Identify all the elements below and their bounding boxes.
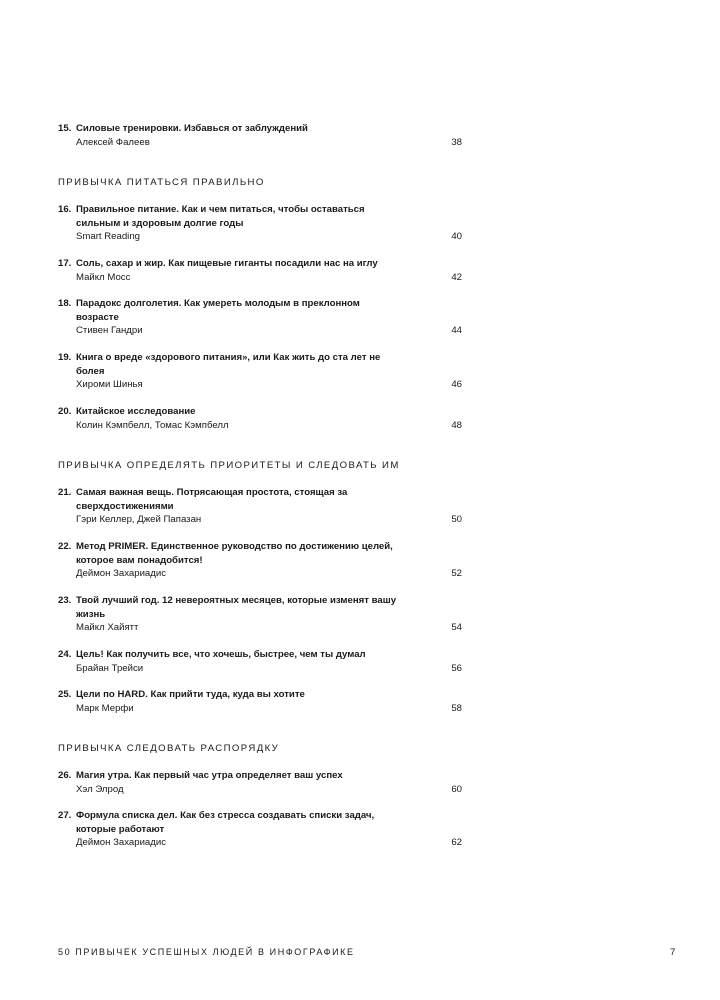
entry-title: Формула списка дел. Как без стресса создавать списки задач, которые работают <box>76 810 375 835</box>
entry-number: 24. <box>58 649 72 660</box>
entry-page: 58 <box>451 702 462 714</box>
entry-page: 44 <box>451 325 462 337</box>
toc-entry <box>58 769 468 796</box>
entry-page: 56 <box>451 662 462 674</box>
section-heading: ПРИВЫЧКА ОПРЕДЕЛЯТЬ ПРИОРИТЕТЫ И СЛЕДОВАТЬ ИМ <box>58 460 400 471</box>
footer-page-number: 7 <box>670 947 676 958</box>
entry-number: 25. <box>58 689 72 700</box>
entry-page: 52 <box>451 568 462 580</box>
entry-page: 60 <box>451 783 462 795</box>
entry-author: Хироми Шинья <box>76 379 143 391</box>
entry-number: 22. <box>58 541 72 552</box>
entry-title: Цели по HARD. Как прийти туда, куда вы хотите <box>76 689 305 700</box>
toc-entry <box>58 297 468 338</box>
toc-entry <box>58 351 468 392</box>
toc-entry <box>58 405 468 432</box>
entry-title: Самая важная вещь. Потрясающая простота, стоящая за сверхдостижениями <box>76 487 348 512</box>
entry-number: 26. <box>58 770 72 781</box>
entry-number: 17. <box>58 258 72 269</box>
entry-author: Деймон Захариадис <box>76 568 167 580</box>
entry-page: 40 <box>451 231 462 243</box>
entry-title: Правильное питание. Как и чем питаться, чтобы оставаться сильным и здоровым долгие годы <box>76 204 365 229</box>
toc-entry <box>58 486 468 527</box>
entry-author: Стивен Гандри <box>76 325 143 337</box>
entry-title: Парадокс долголетия. Как умереть молодым в преклонном возрасте <box>76 298 360 323</box>
entry-title: Твой лучший год. 12 невероятных месяцев, которые изменят вашу жизнь <box>76 595 397 620</box>
entry-number: 21. <box>58 487 72 498</box>
entry-title: Магия утра. Как первый час утра определяет ваш успех <box>76 770 343 781</box>
entry-number: 20. <box>58 406 72 417</box>
entry-author: Брайан Трейси <box>76 662 144 674</box>
entry-author: Майкл Мосс <box>76 271 131 283</box>
entry-author: Деймон Захариадис <box>76 837 167 849</box>
toc-entry <box>58 540 468 581</box>
entry-author: Колин Кэмпбелл, Томас Кэмпбелл <box>76 419 229 431</box>
entry-title: Метод PRIMER. Единственное руководство по достижению целей, которое вам понадобится! <box>76 541 393 566</box>
entry-title: Книга о вреде «здорового питания», или Как жить до ста лет не болея <box>76 352 381 377</box>
entry-page: 48 <box>451 419 462 431</box>
entry-author: Хэл Элрод <box>76 783 124 795</box>
toc-entry <box>58 648 468 675</box>
entry-number: 23. <box>58 595 72 606</box>
toc-entry <box>58 809 468 850</box>
entry-title: Силовые тренировки. Избавься от заблуждений <box>76 123 308 134</box>
toc-entry <box>58 257 468 284</box>
entry-author: Smart Reading <box>76 231 140 243</box>
entry-page: 62 <box>451 837 462 849</box>
section-heading: ПРИВЫЧКА СЛЕДОВАТЬ РАСПОРЯДКУ <box>58 743 280 754</box>
section-heading: ПРИВЫЧКА ПИТАТЬСЯ ПРАВИЛЬНО <box>58 177 265 188</box>
toc-entry <box>58 688 468 715</box>
entry-number: 15. <box>58 123 72 134</box>
entry-title: Соль, сахар и жир. Как пищевые гиганты посадили нас на иглу <box>76 258 378 269</box>
entry-number: 16. <box>58 204 72 215</box>
entry-number: 18. <box>58 298 72 309</box>
entry-page: 54 <box>451 622 462 634</box>
entry-author: Гэри Келлер, Джей Папазан <box>76 514 202 526</box>
toc-entry <box>58 203 468 244</box>
entry-page: 38 <box>451 136 462 148</box>
toc-entry <box>58 594 468 635</box>
entry-number: 27. <box>58 810 72 821</box>
toc-entry <box>58 122 468 149</box>
entry-page: 42 <box>451 271 462 283</box>
entry-author: Марк Мерфи <box>76 702 134 714</box>
entry-author: Майкл Хайятт <box>76 622 139 634</box>
entry-title: Цель! Как получить все, что хочешь, быстрее, чем ты думал <box>76 649 366 660</box>
entry-author: Алексей Фалеев <box>76 136 150 148</box>
entry-number: 19. <box>58 352 72 363</box>
entry-page: 50 <box>451 514 462 526</box>
footer-book-title: 50 ПРИВЫЧЕК УСПЕШНЫХ ЛЮДЕЙ В ИНФОГРАФИКЕ <box>58 947 355 957</box>
entry-page: 46 <box>451 379 462 391</box>
entry-title: Китайское исследование <box>76 406 196 417</box>
